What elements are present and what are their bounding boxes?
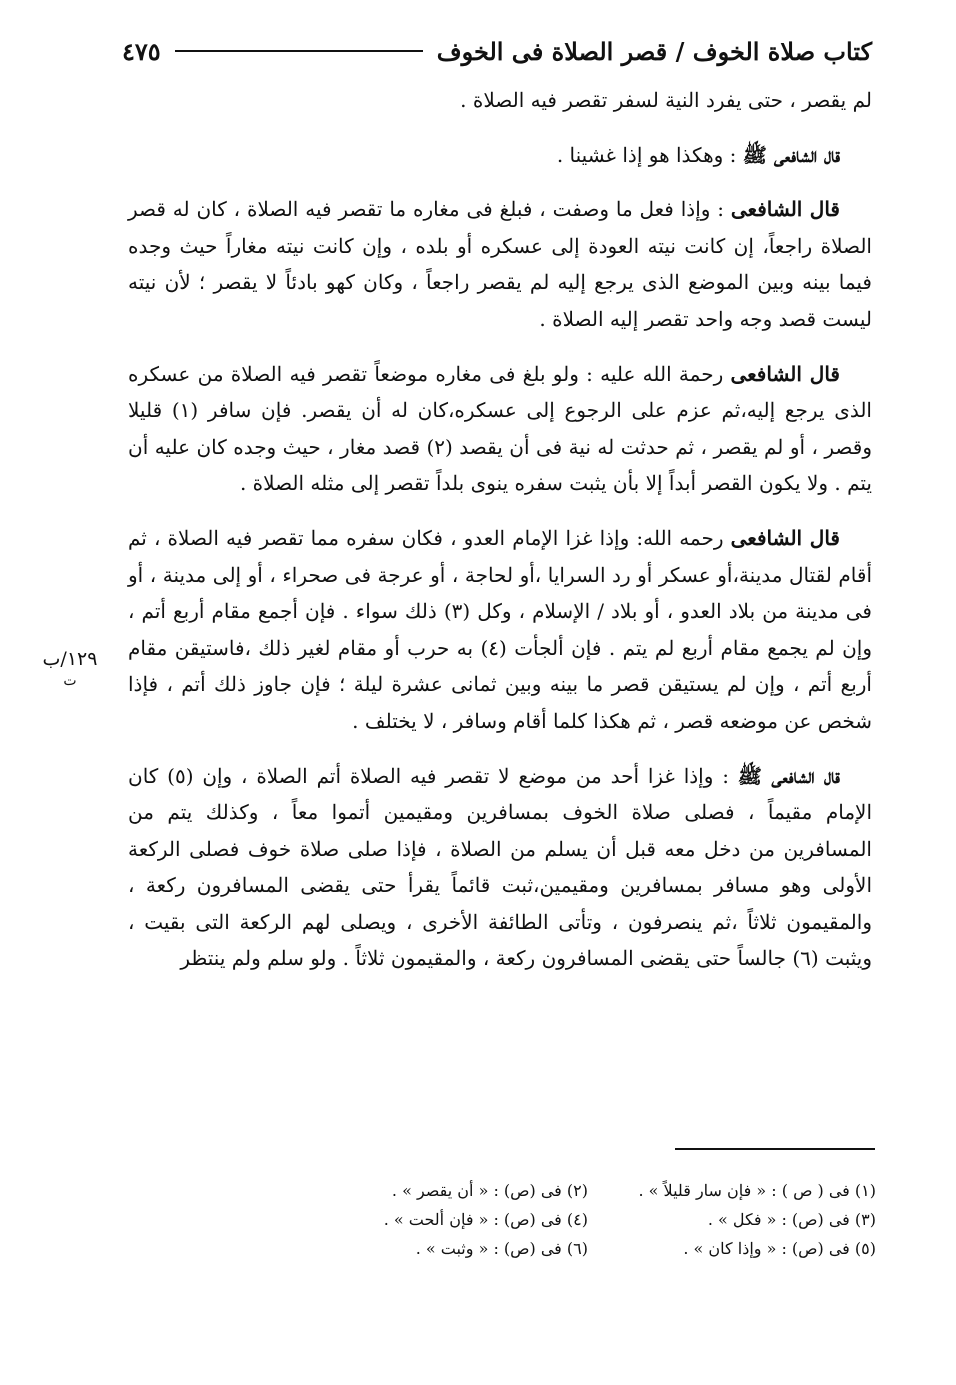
footnote: (٤) فى (ص) : « فإن ألحت » .: [383, 1210, 588, 1229]
paragraph: [128, 82, 872, 119]
paragraph: [128, 520, 872, 740]
paragraph-text: رحمه الله: وإذا غزا الإمام العدو ، فكان سفره مما تقصر فيه الصلاة ، ثم أقام لقتال مدينة،أو عسكر أو رد السرايا ،أو لحاجة ، أو عرجة فى صحراء ، أو إلى مدينة ، أو فى مدينة من بلاد العدو ، أو بلاد / الإسلام ، وكل (٣) ذلك سواء . فإن أجمع مقام أربع أتم ، وإن لم يجمع مقام أربع لم يتم . فإن ألجأت (٤) به حرب أو مقام لغير ذلك ،فاستيقن مقام أربع أتم ، وإن لم يستيقن قصر ما بينه وبين ثمانى عشرة ليلة ؛ فإن جاوز ذلك أتم ، فإذا شخص عن موضعه قصر ، ثم هكذا كلما أقام وسافر ، لا يختلف .: [128, 525, 872, 733]
footnote: (٣) فى (ص) : « فكل » .: [707, 1210, 876, 1229]
paragraph-text: : وهكذا هو إذا غشينا .: [556, 142, 743, 167]
speaker-label: قال الشافعى ﷺ: [737, 763, 840, 788]
page-header: [122, 28, 872, 74]
marginal-folio: ١٢٩/ب: [42, 648, 98, 670]
marginal-manuscript-reference: [30, 648, 110, 692]
marginal-siglum: ت: [63, 673, 77, 689]
footnote-row: [300, 1205, 876, 1234]
footnote: (١) فى ( ص ) : « فإن سار قليلاً » .: [638, 1181, 876, 1200]
footnote-separator: [675, 1148, 875, 1150]
paragraph-text: : وإذا غزا أحد من موضع لا تقصر فيه الصلاة أتم الصلاة ، وإن (٥) كان الإمام مقيماً ، فصلى صلاة الخوف بمسافرين ومقيمين أتموا معاً ، وكذلك يتم من المسافرين من دخل معه قبل أن يسلم من الصلاة ، فإذا صلى صلاة خوف فصلى الركعة الأولى وهو مسافر بمسافرين ومقيمين،ثبت قائماً يقرأ حتى يقضى المسافرون ركعة ، والمقيمون ثلاثاً ،ثم ينصرفون ، وتأتى الطائفة الأخرى ، ويصلى لهم الركعة التى بقيت ، ويثبت (٦) جالساً حتى يقضى المسافرون ركعة ، والمقيمون ثلاثاً . ولو سلم ولم ينتظر: [128, 763, 872, 971]
footnote-row: [300, 1234, 876, 1263]
footnote: (٢) فى (ص) : « أن يقصر » .: [391, 1181, 588, 1200]
paragraph: [128, 758, 872, 978]
paragraph: [128, 191, 872, 337]
running-title: كتاب صلاة الخوف / قصر الصلاة فى الخوف: [436, 36, 872, 66]
paragraph-text: لم يقصر ، حتى يفرد النية لسفر تقصر فيه الصلاة .: [460, 88, 872, 112]
paragraph-text: : وإذا فعل ما وصفت ، فبلغ فى مغاره ما تقصر فيه الصلاة ، كان له قصر الصلاة راجعاً، إن كانت نيته العودة إلى عسكره أو بلده ، وإن كانت نيته مغاراً حيث وجده فيما بينه وبين الموضع الذى يرجع إليه لم يقصر راجعاً ، وكان كهو بادئاً لا يقصر ؛ لأن نيته ليست قصد وجه واحد تقصر إليه الصلاة .: [128, 197, 872, 331]
paragraph: [128, 356, 872, 502]
page-number: ٤٧٥: [122, 36, 161, 66]
speaker-label: قال الشافعى: [730, 525, 840, 550]
footnotes: [300, 1176, 876, 1263]
main-text: [128, 82, 872, 995]
footnote: (٥) فى (ص) : « وإذا كان » .: [683, 1239, 876, 1258]
paragraph: [128, 137, 872, 174]
speaker-label: قال الشافعى: [730, 361, 840, 386]
speaker-label: قال الشافعى ﷺ: [742, 142, 840, 167]
footnote: (٦) فى (ص) : « وثبت » .: [415, 1239, 588, 1258]
footnote-row: [300, 1176, 876, 1205]
paragraph-text: رحمة الله عليه : ولو بلغ فى مغاره موضعاً تقصر فيه الصلاة من عسكره الذى يرجع إليه،ثم عزم على الرجوع إلى عسكره،كان له أن يقصر. فإن سافر (١) قليلا وقصر ، أو لم يقصر ، ثم حدثت له نية فى أن يقصد (٢) قصد مغار ، حيث وجده كان عليه أن يتم . ولا يكون القصر أبداً إلا بأن يثبت سفره ينوى بلداً تقصر إلى مثله الصلاة .: [128, 361, 872, 496]
speaker-label: قال الشافعى: [730, 197, 840, 222]
header-rule: [175, 50, 423, 52]
